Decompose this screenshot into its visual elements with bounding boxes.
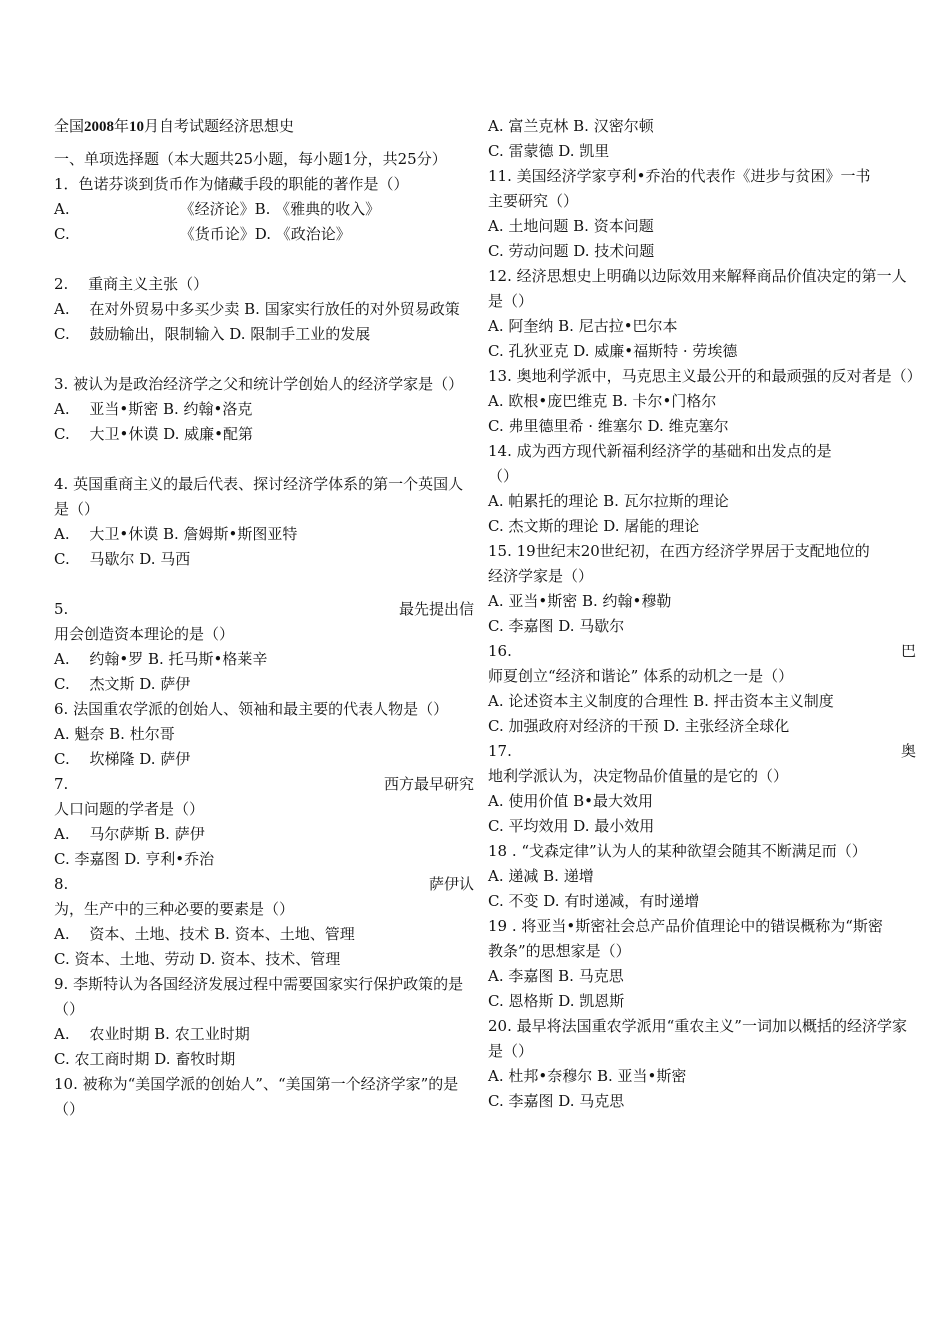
q15-option-a: A. 亚当•斯密 B. 约翰•穆勒 bbox=[488, 592, 672, 610]
q9-option-c: C. 农工商时期 D. 畜牧时期 bbox=[54, 1050, 236, 1068]
q13-stem: 13. 奥地利学派中，马克思主义最公开的和最顽强的反对者是（） bbox=[488, 367, 922, 385]
q8-stem: 8. 萨伊认 bbox=[54, 875, 474, 893]
q19-option-c: C. 恩格斯 D. 凯恩斯 bbox=[488, 992, 625, 1010]
q9-stem: 9. 李斯特认为各国经济发展过程中需要国家实行保护政策的是（） bbox=[54, 975, 464, 1018]
q17-stem-cont: 地利学派认为，决定物品价值量的是它的（） bbox=[488, 767, 789, 785]
q5-stem: 5. 最先提出信 bbox=[54, 600, 474, 618]
q18-option-c: C. 不变 D. 有时递减，有时递增 bbox=[488, 892, 700, 910]
q16-option-a: A. 论述资本主义制度的合理性 B. 抨击资本主义制度 bbox=[488, 692, 834, 710]
q15-option-c: C. 李嘉图 D. 马歇尔 bbox=[488, 617, 625, 635]
q11-option-c: C. 劳动问题 D. 技术问题 bbox=[488, 242, 655, 260]
q19-stem: 19 . 将亚当•斯密社会总产品价值理论中的错误概称为“斯密 bbox=[488, 917, 883, 935]
q1-option-c: C. 《货币论》D. 《政治论》 bbox=[54, 225, 351, 243]
q12-option-c: C. 孔狄亚克 D. 威廉•福斯特 · 劳埃德 bbox=[488, 342, 738, 360]
q6-option-a: A. 魁奈 B. 杜尔哥 bbox=[54, 725, 175, 743]
q12-stem: 12. 经济思想史上明确以边际效用来解释商品价值决定的第一人是（） bbox=[488, 267, 907, 310]
q5-option-c: C. 杰文斯 D. 萨伊 bbox=[54, 675, 191, 693]
q18-option-a: A. 递减 B. 递增 bbox=[488, 867, 594, 885]
q3-option-c: C. 大卫•休谟 D. 威廉•配第 bbox=[54, 425, 253, 443]
q9-option-a: A. 农业时期 B. 农工业时期 bbox=[54, 1025, 250, 1043]
q7-option-a: A. 马尔萨斯 B. 萨伊 bbox=[54, 825, 205, 843]
q17-stem: 17. 奥 bbox=[488, 742, 916, 760]
q15-stem: 15. 19世纪末20世纪初，在西方经济学界居于支配地位的 bbox=[488, 542, 870, 560]
q6-option-c: C. 坎梯隆 D. 萨伊 bbox=[54, 750, 191, 768]
q2-option-a: A. 在对外贸易中多买少卖 B. 国家实行放任的对外贸易政策 bbox=[54, 300, 460, 318]
q4-option-a: A. 大卫•休谟 B. 詹姆斯•斯图亚特 bbox=[54, 525, 298, 543]
q20-option-a: A. 杜邦•奈穆尔 B. 亚当•斯密 bbox=[488, 1067, 687, 1085]
q2-stem: 2. 重商主义主张（） bbox=[54, 275, 209, 293]
q20-option-c: C. 李嘉图 D. 马克思 bbox=[488, 1092, 625, 1110]
q7-stem-cont: 人口问题的学者是（） bbox=[54, 800, 205, 818]
q18-stem: 18 . “戈森定律”认为人的某种欲望会随其不断满足而（） bbox=[488, 842, 867, 860]
q14-option-c: C. 杰文斯的理论 D. 屠能的理论 bbox=[488, 517, 700, 535]
q17-option-a: A. 使用价值 B•最大效用 bbox=[488, 792, 654, 810]
q14-stem-cont: （） bbox=[488, 467, 519, 485]
q16-stem: 16. 巴 bbox=[488, 642, 916, 660]
q7-option-c: C. 李嘉图 D. 亨利•乔治 bbox=[54, 850, 215, 868]
q11-stem: 11. 美国经济学家亨利•乔治的代表作《进步与贫困》一书 bbox=[488, 167, 871, 185]
q14-stem: 14. 成为西方现代新福利经济学的基础和出发点的是 bbox=[488, 442, 832, 460]
q5-option-a: A. 约翰•罗 B. 托马斯•格莱辛 bbox=[54, 650, 268, 668]
q11-option-a: A. 土地问题 B. 资本问题 bbox=[488, 217, 654, 235]
q7-stem: 7. 西方最早研究 bbox=[54, 775, 474, 793]
q5-stem-cont: 用会创造资本理论的是（） bbox=[54, 625, 235, 643]
q11-stem-cont: 主要研究（） bbox=[488, 192, 579, 210]
q19-option-a: A. 李嘉图 B. 马克思 bbox=[488, 967, 624, 985]
q1-stem: 1．色诺芬谈到货币作为储藏手段的职能的著作是（） bbox=[54, 175, 409, 193]
q17-option-c: C. 平均效用 D. 最小效用 bbox=[488, 817, 655, 835]
q13-option-c: C. 弗里德里希 · 维塞尔 D. 维克塞尔 bbox=[488, 417, 729, 435]
q3-stem: 3. 被认为是政治经济学之父和统计学创始人的经济学家是（） bbox=[54, 375, 464, 393]
q10-option-c: C. 雷蒙德 D. 凯里 bbox=[488, 142, 610, 160]
q6-stem: 6. 法国重农学派的创始人、领袖和最主要的代表人物是（） bbox=[54, 700, 449, 718]
q16-option-c: C. 加强政府对经济的干预 D. 主张经济全球化 bbox=[488, 717, 790, 735]
left-column bbox=[54, 114, 474, 1122]
q8-stem-cont: 为，生产中的三种必要的要素是（） bbox=[54, 900, 295, 918]
q20-stem: 20. 最早将法国重农学派用“重农主义”一词加以概括的经济学家是（） bbox=[488, 1017, 907, 1060]
section-heading: 一、单项选择题（本大题共25小题，每小题1分，共25分） bbox=[54, 150, 447, 168]
right-column bbox=[488, 114, 922, 1114]
q16-stem-cont: 师夏创立“经济和谐论” 体系的动机之一是（） bbox=[488, 667, 794, 685]
q14-option-a: A. 帕累托的理论 B. 瓦尔拉斯的理论 bbox=[488, 492, 729, 510]
q10-option-a: A. 富兰克林 B. 汉密尔顿 bbox=[488, 117, 654, 135]
q4-stem: 4. 英国重商主义的最后代表、探讨经济学体系的第一个英国人是（） bbox=[54, 475, 464, 518]
q15-stem-cont: 经济学家是（） bbox=[488, 567, 594, 585]
q1-option-a: A. 《经济论》B. 《雅典的收入》 bbox=[54, 200, 381, 218]
q2-option-c: C. 鼓励输出，限制输入 D. 限制手工业的发展 bbox=[54, 325, 371, 343]
q8-option-a: A. 资本、土地、技术 B. 资本、土地、管理 bbox=[54, 925, 355, 943]
q8-option-c: C. 资本、土地、劳动 D. 资本、技术、管理 bbox=[54, 950, 341, 968]
exam-title: 全国2008年10月自考试题经济思想史 bbox=[54, 117, 295, 135]
q19-stem-cont: 教条”的思想家是（） bbox=[488, 942, 631, 960]
q10-stem: 10. 被称为“美国学派的创始人”、“美国第一个经济学家”的是（） bbox=[54, 1075, 459, 1118]
q3-option-a: A. 亚当•斯密 B. 约翰•洛克 bbox=[54, 400, 253, 418]
q12-option-a: A. 阿奎纳 B. 尼古拉•巴尔本 bbox=[488, 317, 678, 335]
q4-option-c: C. 马歇尔 D. 马西 bbox=[54, 550, 191, 568]
q13-option-a: A. 欧根•庞巴维克 B. 卡尔•门格尔 bbox=[488, 392, 717, 410]
